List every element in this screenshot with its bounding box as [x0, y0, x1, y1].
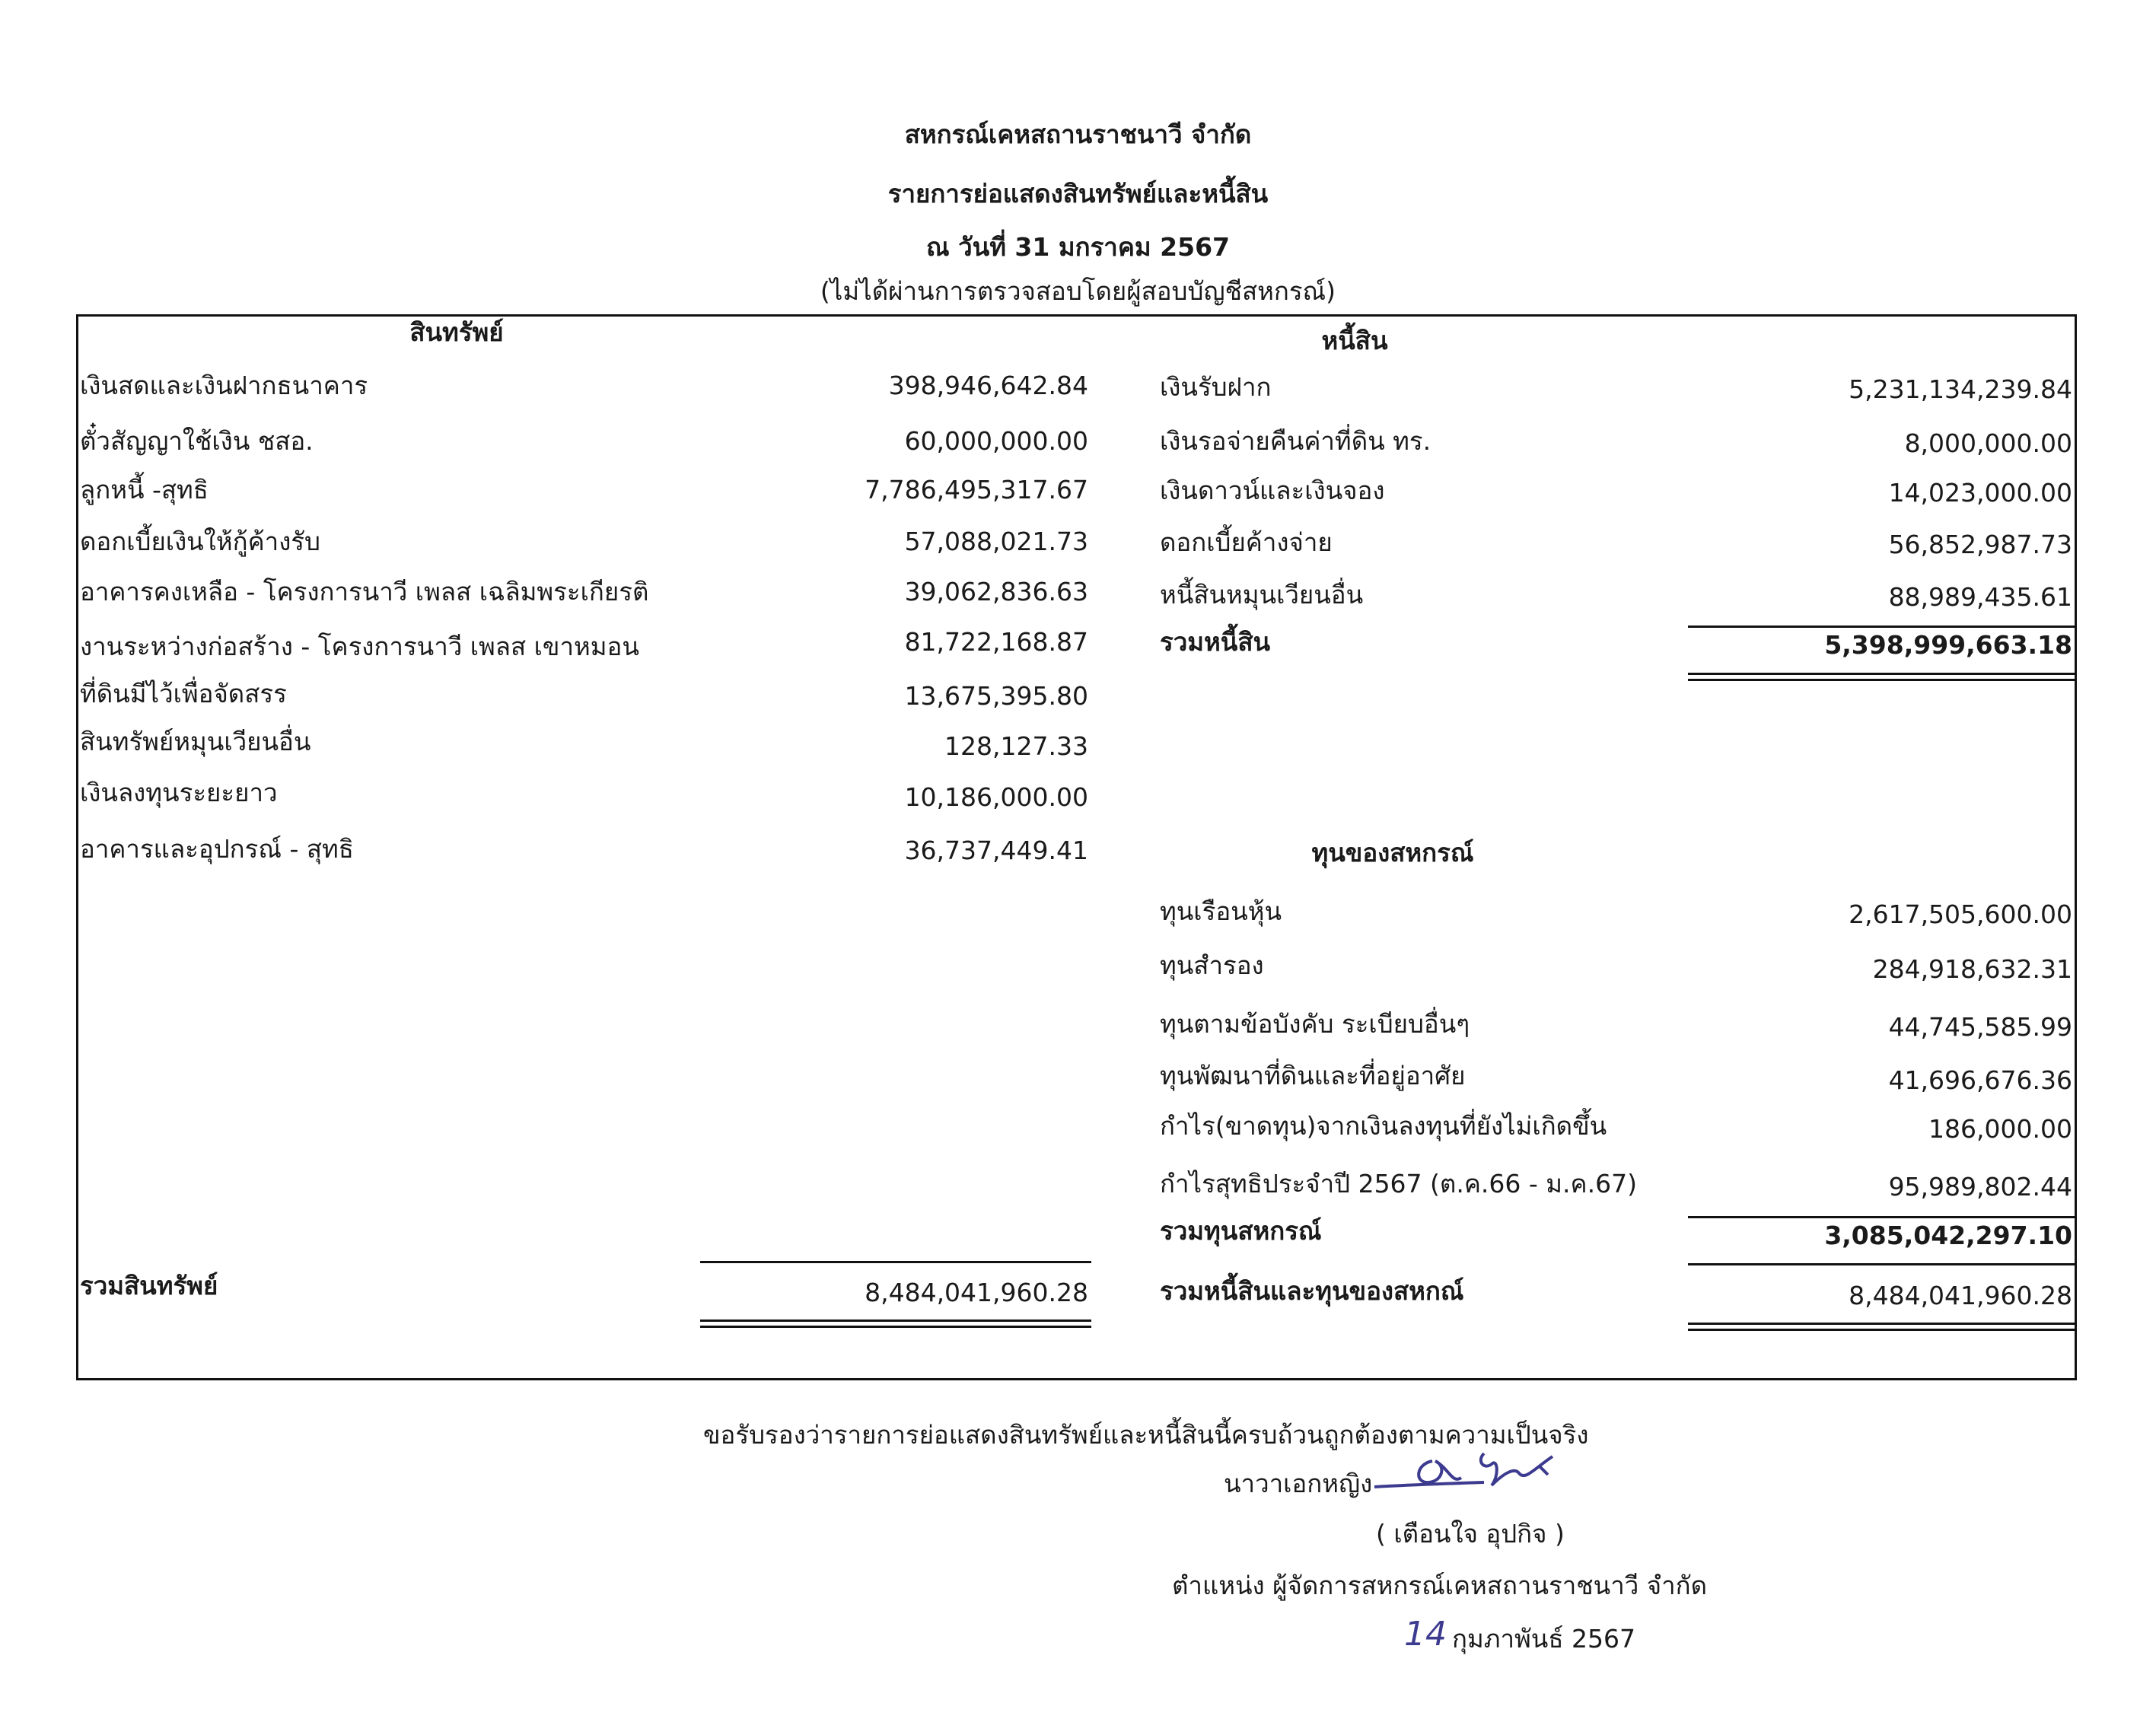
liability-label: ดอกเบี้ยค้างจ่าย	[1160, 527, 1333, 557]
asset-label: สินทรัพย์หมุนเวียนอื่น	[80, 727, 311, 756]
asset-label: อาคารและอุปกรณ์ - สุทธิ	[80, 834, 354, 864]
signature-image	[1370, 1438, 1568, 1499]
equity-label: ทุนเรือนหุ้น	[1160, 896, 1282, 926]
asset-label: ดอกเบี้ยเงินให้กู้ค้างรับ	[80, 527, 320, 556]
liability-value: 56,852,987.73	[1888, 530, 2072, 559]
liability-label: หนี้สินหมุนเวียนอื่น	[1160, 580, 1364, 610]
asset-label: ตั๋วสัญญาใช้เงิน ชสอ.	[80, 426, 314, 456]
liabilities-double-rule-bottom	[1688, 679, 2076, 681]
assets-total-rule	[700, 1261, 1091, 1263]
asset-label: อาคารคงเหลือ - โครงการนาวี เพลส เฉลิมพระเกียรติ	[80, 577, 649, 606]
asset-value: 60,000,000.00	[904, 426, 1088, 456]
equity-total-value: 3,085,042,297.10	[1824, 1221, 2072, 1250]
report-date: ณ วันที่ 31 มกราคม 2567	[926, 232, 1230, 262]
equity-value: 2,617,505,600.00	[1849, 899, 2072, 929]
liabilities-total-label: รวมหนี้สิน	[1160, 627, 1271, 657]
equity-label: ทุนตามข้อบังคับ ระเบียบอื่นๆ	[1160, 1009, 1470, 1039]
grand-total-label: รวมหนี้สินและทุนของสหกณ์	[1160, 1276, 1464, 1306]
equity-value: 41,696,676.36	[1888, 1065, 2072, 1095]
liability-label: เงินรับฝาก	[1160, 372, 1272, 402]
handwritten-day: 14	[1404, 1615, 1447, 1654]
assets-total-label: รวมสินทรัพย์	[80, 1271, 218, 1300]
liability-value: 8,000,000.00	[1904, 428, 2072, 458]
assets-double-rule-bottom	[700, 1326, 1091, 1328]
asset-label: งานระหว่างก่อสร้าง - โครงการนาวี เพลส เขาหมอน	[80, 632, 639, 661]
equity-value: 284,918,632.31	[1872, 954, 2072, 984]
asset-value: 81,722,168.87	[904, 627, 1088, 657]
certification-statement: ขอรับรองว่ารายการย่อแสดงสินทรัพย์และหนี้สินนี้ครบถ้วนถูกต้องตามความเป็นจริง	[703, 1420, 1589, 1450]
audit-note: (ไม่ได้ผ่านการตรวจสอบโดยผู้สอบบัญชีสหกรณ์)	[820, 276, 1336, 306]
equity-label: ทุนพัฒนาที่ดินและที่อยู่อาศัย	[1160, 1061, 1466, 1090]
assets-double-rule-top	[700, 1319, 1091, 1322]
equity-heading: ทุนของสหกรณ์	[1311, 838, 1474, 867]
signer-rank: นาวาเอกหญิง	[1224, 1469, 1373, 1498]
asset-value: 57,088,021.73	[904, 527, 1088, 556]
equity-total-rule	[1688, 1216, 2076, 1218]
equity-total-bottom-rule	[1688, 1263, 2076, 1265]
asset-label: ที่ดินมีไว้เพื่อจัดสรร	[80, 679, 287, 708]
asset-label: เงินสดและเงินฝากธนาคาร	[80, 371, 368, 400]
liabilities-total-value: 5,398,999,663.18	[1824, 630, 2072, 660]
asset-value: 13,675,395.80	[904, 681, 1088, 711]
liability-value: 88,989,435.61	[1888, 582, 2072, 612]
organization-name: สหกรณ์เคหสถานราชนาวี จำกัด	[904, 119, 1252, 149]
report-title: รายการย่อแสดงสินทรัพย์และหนี้สิน	[887, 179, 1269, 209]
signer-name: ( เตือนใจ อุปกิจ )	[1376, 1519, 1565, 1549]
equity-label: ทุนสำรอง	[1160, 950, 1264, 980]
asset-value: 36,737,449.41	[904, 836, 1088, 865]
grand-total-value: 8,484,041,960.28	[1849, 1281, 2072, 1310]
liability-label: เงินดาวน์และเงินจอง	[1160, 476, 1385, 505]
asset-value: 128,127.33	[944, 731, 1088, 761]
asset-label: ลูกหนี้ -สุทธิ	[80, 475, 209, 505]
equity-value: 44,745,585.99	[1888, 1012, 2072, 1042]
assets-heading: สินทรัพย์	[409, 317, 504, 347]
asset-label: เงินลงทุนระยะยาว	[80, 778, 278, 807]
signer-position: ตำแหน่ง ผู้จัดการสหกรณ์เคหสถานราชนาวี จำกัด	[1172, 1571, 1708, 1600]
grand-double-rule-top	[1688, 1323, 2076, 1325]
asset-value: 39,062,836.63	[904, 577, 1088, 606]
equity-value: 95,989,802.44	[1888, 1172, 2072, 1202]
signed-month-year: กุมภาพันธ์ 2567	[1452, 1624, 1635, 1654]
equity-value: 186,000.00	[1928, 1114, 2072, 1144]
liabilities-total-rule	[1688, 626, 2076, 628]
grand-double-rule-bottom	[1688, 1329, 2076, 1331]
assets-total-value: 8,484,041,960.28	[865, 1278, 1088, 1307]
asset-value: 398,946,642.84	[888, 371, 1088, 400]
asset-value: 7,786,495,317.67	[865, 475, 1088, 505]
equity-label: กำไรสุทธิประจำปี 2567 (ต.ค.66 - ม.ค.67)	[1160, 1169, 1637, 1199]
equity-label: กำไร(ขาดทุน)จากเงินลงทุนที่ยังไม่เกิดขึ้น	[1160, 1111, 1607, 1141]
liability-value: 5,231,134,239.84	[1849, 374, 2072, 404]
liability-label: เงินรอจ่ายคืนค่าที่ดิน ทร.	[1160, 426, 1431, 456]
equity-total-label: รวมทุนสหกรณ์	[1160, 1216, 1322, 1246]
liability-value: 14,023,000.00	[1888, 478, 2072, 508]
liabilities-heading: หนี้สิน	[1321, 326, 1388, 355]
asset-value: 10,186,000.00	[904, 782, 1088, 812]
liabilities-double-rule-top	[1688, 673, 2076, 675]
